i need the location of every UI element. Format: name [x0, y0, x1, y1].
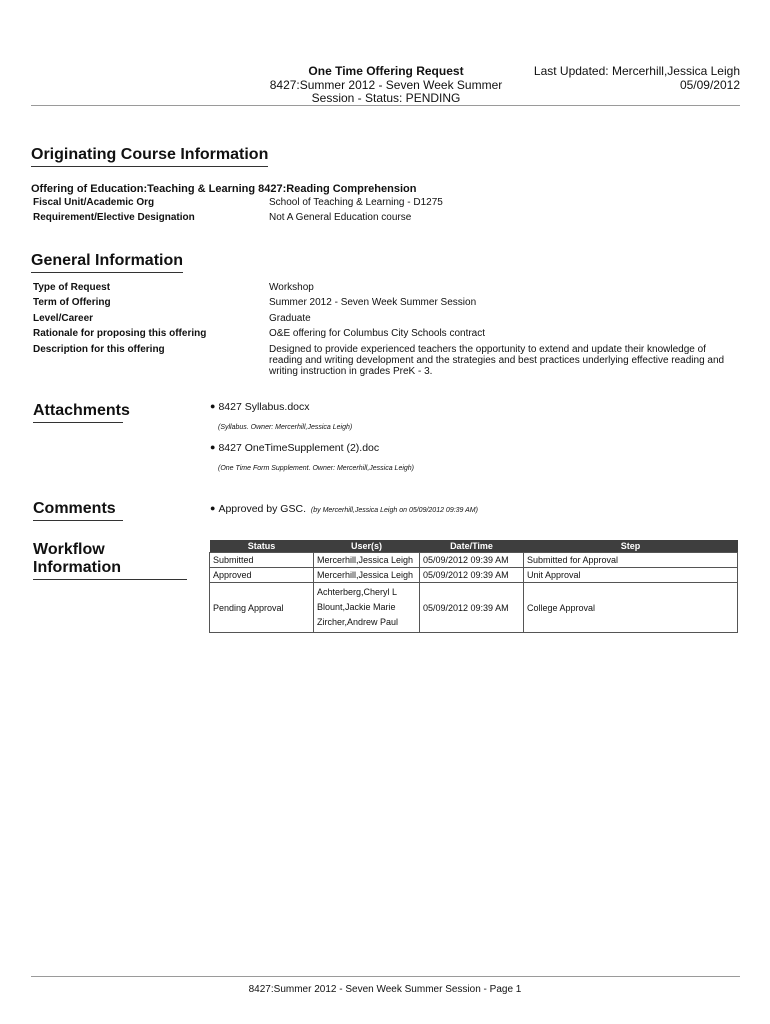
offering-title: Offering of Education:Teaching & Learning 8427:Reading Comprehension: [31, 183, 417, 195]
attachment-item: [210, 442, 379, 454]
fiscal-unit-label: Fiscal Unit/Academic Org: [33, 197, 155, 208]
header-divider: [31, 105, 740, 106]
requirement-label: Requirement/Elective Designation: [33, 212, 195, 223]
datetime-cell: 05/09/2012 09:39 AM: [420, 568, 524, 583]
users-cell: Mercerhill,Jessica Leigh: [314, 568, 420, 583]
description-value: Designed to provide experienced teachers the opportunity to extend and update their knowledge of reading and writing development and the strategies and best practices underlying effective reading and writing instruction in grades PreK - 3.: [269, 344, 725, 377]
general-heading: General Information: [31, 252, 183, 273]
table-row: [210, 553, 738, 568]
comments-heading: Comments: [33, 500, 123, 521]
approver-name: Achterberg,Cheryl L: [317, 587, 398, 597]
comment-item: [210, 503, 478, 515]
comment-text: Approved by GSC.: [218, 503, 306, 515]
column-header-status: Status: [210, 540, 314, 553]
status-cell: Pending Approval: [210, 583, 314, 633]
rationale-value: O&E offering for Columbus City Schools contract: [269, 328, 486, 339]
last-updated-block: [534, 65, 740, 92]
fiscal-unit-value: School of Teaching & Learning - D1275: [269, 197, 443, 208]
last-updated-date: 05/09/2012: [679, 77, 740, 92]
status-cell: Submitted: [210, 553, 314, 568]
column-header-users: User(s): [314, 540, 420, 553]
attachment-item: [210, 401, 310, 413]
bullet-icon: ●: [210, 442, 216, 452]
type-value: Workshop: [269, 282, 314, 293]
users-cell: Mercerhill,Jessica Leigh: [314, 553, 420, 568]
attachments-heading: Attachments: [33, 402, 123, 423]
approver-name: Zircher,Andrew Paul: [317, 617, 399, 627]
users-cell: [314, 583, 420, 633]
document-subtitle-line2: Session - Status: PENDING: [311, 91, 461, 105]
step-cell: Unit Approval: [524, 568, 738, 583]
term-value: Summer 2012 - Seven Week Summer Session: [269, 297, 477, 308]
step-cell: Submitted for Approval: [524, 553, 738, 568]
level-label: Level/Career: [33, 313, 94, 324]
datetime-cell: 05/09/2012 09:39 AM: [420, 553, 524, 568]
last-updated-text: Last Updated: Mercerhill,Jessica Leigh: [533, 64, 740, 78]
workflow-header-row: [210, 540, 738, 553]
comment-meta: (by Mercerhill,Jessica Leigh on 05/09/2012 09:39 AM): [310, 507, 478, 514]
term-label: Term of Offering: [33, 297, 111, 308]
column-header-datetime: Date/Time: [420, 540, 524, 553]
column-header-step: Step: [524, 540, 738, 553]
bullet-icon: ●: [210, 401, 216, 411]
attachment-note: (Syllabus. Owner: Mercerhill,Jessica Leigh): [218, 424, 353, 431]
workflow-heading: Workflow Information: [33, 541, 187, 580]
description-label: Description for this offering: [33, 344, 165, 355]
page-footer: 8427:Summer 2012 - Seven Week Summer Session - Page 1: [248, 984, 522, 995]
table-row: [210, 583, 738, 633]
step-cell: College Approval: [524, 583, 738, 633]
level-value: Graduate: [269, 313, 311, 324]
attachment-link[interactable]: 8427 Syllabus.docx: [218, 401, 310, 413]
attachment-note: (One Time Form Supplement. Owner: Mercerhill,Jessica Leigh): [218, 465, 415, 472]
bullet-icon: ●: [210, 503, 216, 513]
footer-divider: [31, 976, 740, 977]
rationale-label: Rationale for proposing this offering: [33, 328, 207, 339]
attachment-link[interactable]: 8427 OneTimeSupplement (2).doc: [218, 442, 380, 454]
approver-name: Blount,Jackie Marie: [317, 602, 396, 612]
document-subtitle-line1: 8427:Summer 2012 - Seven Week Summer: [269, 77, 503, 92]
originating-heading: Originating Course Information: [31, 146, 268, 167]
document-title: One Time Offering Request: [308, 64, 464, 78]
table-row: [210, 568, 738, 583]
type-label: Type of Request: [33, 282, 111, 293]
status-cell: Approved: [210, 568, 314, 583]
workflow-table: [209, 540, 738, 633]
document-header: [258, 65, 514, 106]
datetime-cell: 05/09/2012 09:39 AM: [420, 583, 524, 633]
requirement-value: Not A General Education course: [269, 212, 412, 223]
